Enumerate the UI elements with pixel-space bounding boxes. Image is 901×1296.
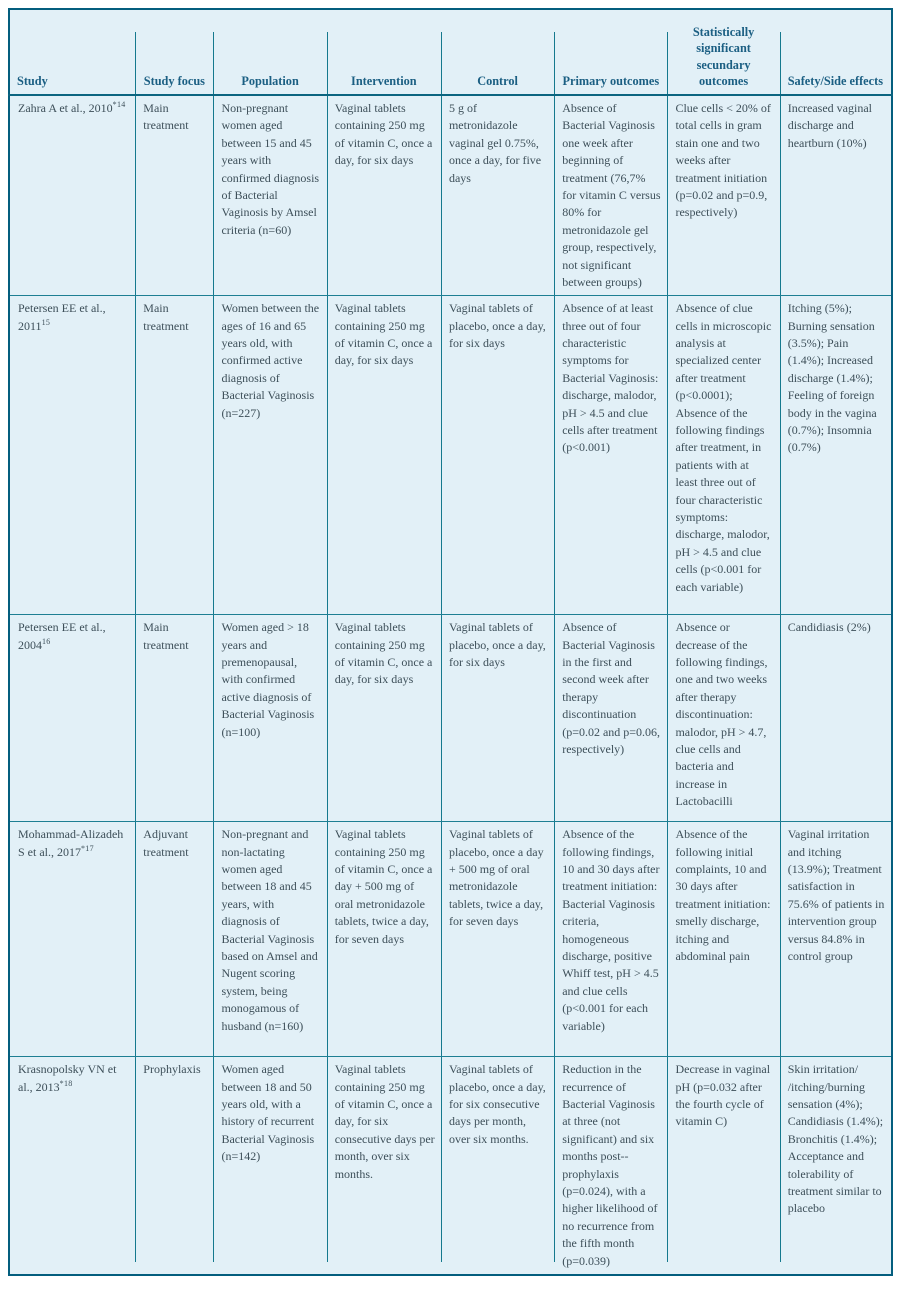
cell-intervention: Vaginal tablets containing 250 mg of vitamin C, once a day, for six days (327, 615, 441, 822)
cell-study-focus: Main treatment (135, 296, 213, 615)
table-row-petersen-2004 (9, 615, 892, 822)
cell-study-focus: Adjuvant treatment (135, 822, 213, 1057)
reference-superscript: *18 (59, 1078, 73, 1088)
reference-superscript: 16 (42, 636, 51, 646)
reference-superscript: *14 (112, 100, 126, 109)
cell-study (9, 1057, 135, 1275)
column-header-study: Study (9, 9, 135, 95)
column-header-population: Population (213, 9, 326, 95)
column-header-study-focus: Study focus (135, 9, 213, 95)
cell-safety: Increased vaginal discharge and heartburn (10%) (780, 95, 892, 296)
cell-primary-outcomes: Reduction in the recurrence of Bacterial Vaginosis at three (not significant) and six months post--prophylaxis (p=0.024), with a higher likelihood of no recurrence from the fifth month (p=0.039) (554, 1057, 667, 1275)
cell-control: 5 g of metronidazole vaginal gel 0.75%, once a day, for five days (441, 95, 554, 296)
column-header-secondary-outcomes: Statistically significant secundary outcomes (667, 9, 779, 95)
table-row-krasnopolsky-2013 (9, 1057, 892, 1275)
cell-secondary-outcomes: Absence or decrease of the following findings, one and two weeks after therapy discontinuation: malodor, pH > 4.7, clue cells and bacteria and increase in Lactobacilli (667, 615, 779, 822)
study-citation: Petersen EE et al., 2004 (18, 620, 106, 652)
cell-intervention: Vaginal tablets containing 250 mg of vitamin C, once a day, for six consecutive days per month, over six months. (327, 1057, 441, 1275)
cell-control: Vaginal tablets of placebo, once a day, for six consecutive days per month, over six months. (441, 1057, 554, 1275)
cell-primary-outcomes: Absence of the following findings, 10 and 30 days after treatment initiation: Bacterial Vaginosis criteria, homogeneous discharge, positive Whiff test, pH > 4.5 and clue cells (p<0.001 for each variable) (554, 822, 667, 1057)
cell-population: Women aged between 18 and 50 years old, with a history of recurrent Bacterial Vaginosis (n=142) (213, 1057, 326, 1275)
cell-secondary-outcomes: Clue cells < 20% of total cells in gram stain one and two weeks after treatment initiation (p=0.02 and p=0.9, respectively) (667, 95, 779, 296)
cell-study-focus: Main treatment (135, 95, 213, 296)
cell-safety: Skin irritation/ /itching/burning sensation (4%); Candidiasis (1.4%); Bronchitis (1.4%); Acceptance and tolerability of treatment similar to placebo (780, 1057, 892, 1275)
table-row-petersen-2011 (9, 296, 892, 615)
cell-intervention: Vaginal tablets containing 250 mg of vitamin C, once a day, for six days (327, 95, 441, 296)
cell-intervention: Vaginal tablets containing 250 mg of vitamin C, once a day, for six days (327, 296, 441, 615)
cell-study-focus: Prophylaxis (135, 1057, 213, 1275)
cell-primary-outcomes: Absence of Bacterial Vaginosis one week after beginning of treatment (76,7% for vitamin C versus 80% for metronidazole gel group, respectively, not significant between groups) (554, 95, 667, 296)
cell-population: Women between the ages of 16 and 65 years old, with confirmed active diagnosis of Bacterial Vaginosis (n=227) (213, 296, 326, 615)
cell-safety: Candidiasis (2%) (780, 615, 892, 822)
table-row-zahra-2010 (9, 95, 892, 296)
cell-intervention: Vaginal tablets containing 250 mg of vitamin C, once a day + 500 mg of oral metronidazole tablets, twice a day, for seven days (327, 822, 441, 1057)
study-citation: Mohammad-Alizadeh S et al., 2017 (18, 827, 124, 859)
cell-primary-outcomes: Absence of Bacterial Vaginosis in the first and second week after therapy discontinuation (p=0.02 and p=0.06, respectively) (554, 615, 667, 822)
cell-population: Non-pregnant women aged between 15 and 45 years with confirmed diagnosis of Bacterial Vaginosis by Amsel criteria (n=60) (213, 95, 326, 296)
column-header-control: Control (441, 9, 554, 95)
studies-comparison-table (8, 8, 893, 1276)
cell-secondary-outcomes: Absence of the following initial complaints, 10 and 30 days after treatment initiation: smelly discharge, itching and abdominal pain (667, 822, 779, 1057)
cell-primary-outcomes: Absence of at least three out of four characteristic symptoms for Bacterial Vaginosis: discharge, malodor, pH > 4.5 and clue cells after treatment (p<0.001) (554, 296, 667, 615)
cell-control: Vaginal tablets of placebo, once a day + 500 mg of oral metronidazole tablets, twice a day, for seven days (441, 822, 554, 1057)
study-citation: Zahra A et al., 2010 (18, 101, 113, 115)
column-header-primary-outcomes: Primary outcomes (554, 9, 667, 95)
cell-secondary-outcomes: Absence of clue cells in microscopic analysis at specialized center after treatment (p<0.0001); Absence of the following findings after treatment, in patients with at least three out of four characteristic symptoms: discharge, malodor, pH > 4.5 and clue cells (p<0.001 for each variable) (667, 296, 779, 615)
cell-study (9, 95, 135, 296)
cell-study (9, 296, 135, 615)
cell-control: Vaginal tablets of placebo, once a day, for six days (441, 615, 554, 822)
cell-study-focus: Main treatment (135, 615, 213, 822)
cell-study (9, 615, 135, 822)
cell-secondary-outcomes: Decrease in vaginal pH (p=0.032 after the fourth cycle of vitamin C) (667, 1057, 779, 1275)
reference-superscript: *17 (81, 843, 94, 853)
header-row (9, 9, 892, 95)
cell-safety: Itching (5%); Burning sensation (3.5%); Pain (1.4%); Increased discharge (1.4%); Feeling of foreign body in the vagina (0.7%); Insomnia (0.7%) (780, 296, 892, 615)
reference-superscript: 15 (41, 317, 51, 327)
table-row-mohammad-alizadeh-2017 (9, 822, 892, 1057)
cell-population: Women aged > 18 years and premenopausal, with confirmed active diagnosis of Bacterial Vaginosis (n=100) (213, 615, 326, 822)
column-header-intervention: Intervention (327, 9, 441, 95)
column-header-safety: Safety/Side effects (780, 9, 892, 95)
study-citation: Petersen EE et al., 2011 (18, 301, 106, 333)
cell-safety: Vaginal irritation and itching (13.9%); Treatment satisfaction in 75.6% of patients in intervention group versus 84.8% in control group (780, 822, 892, 1057)
study-citation: Krasnopolsky VN et al., 2013 (18, 1062, 117, 1094)
cell-study (9, 822, 135, 1057)
cell-control: Vaginal tablets of placebo, once a day, for six days (441, 296, 554, 615)
cell-population: Non-pregnant and non-lactating women aged between 18 and 45 years, with diagnosis of Bacterial Vaginosis based on Amsel and Nugent scoring system, being monogamous of husband (n=160) (213, 822, 326, 1057)
